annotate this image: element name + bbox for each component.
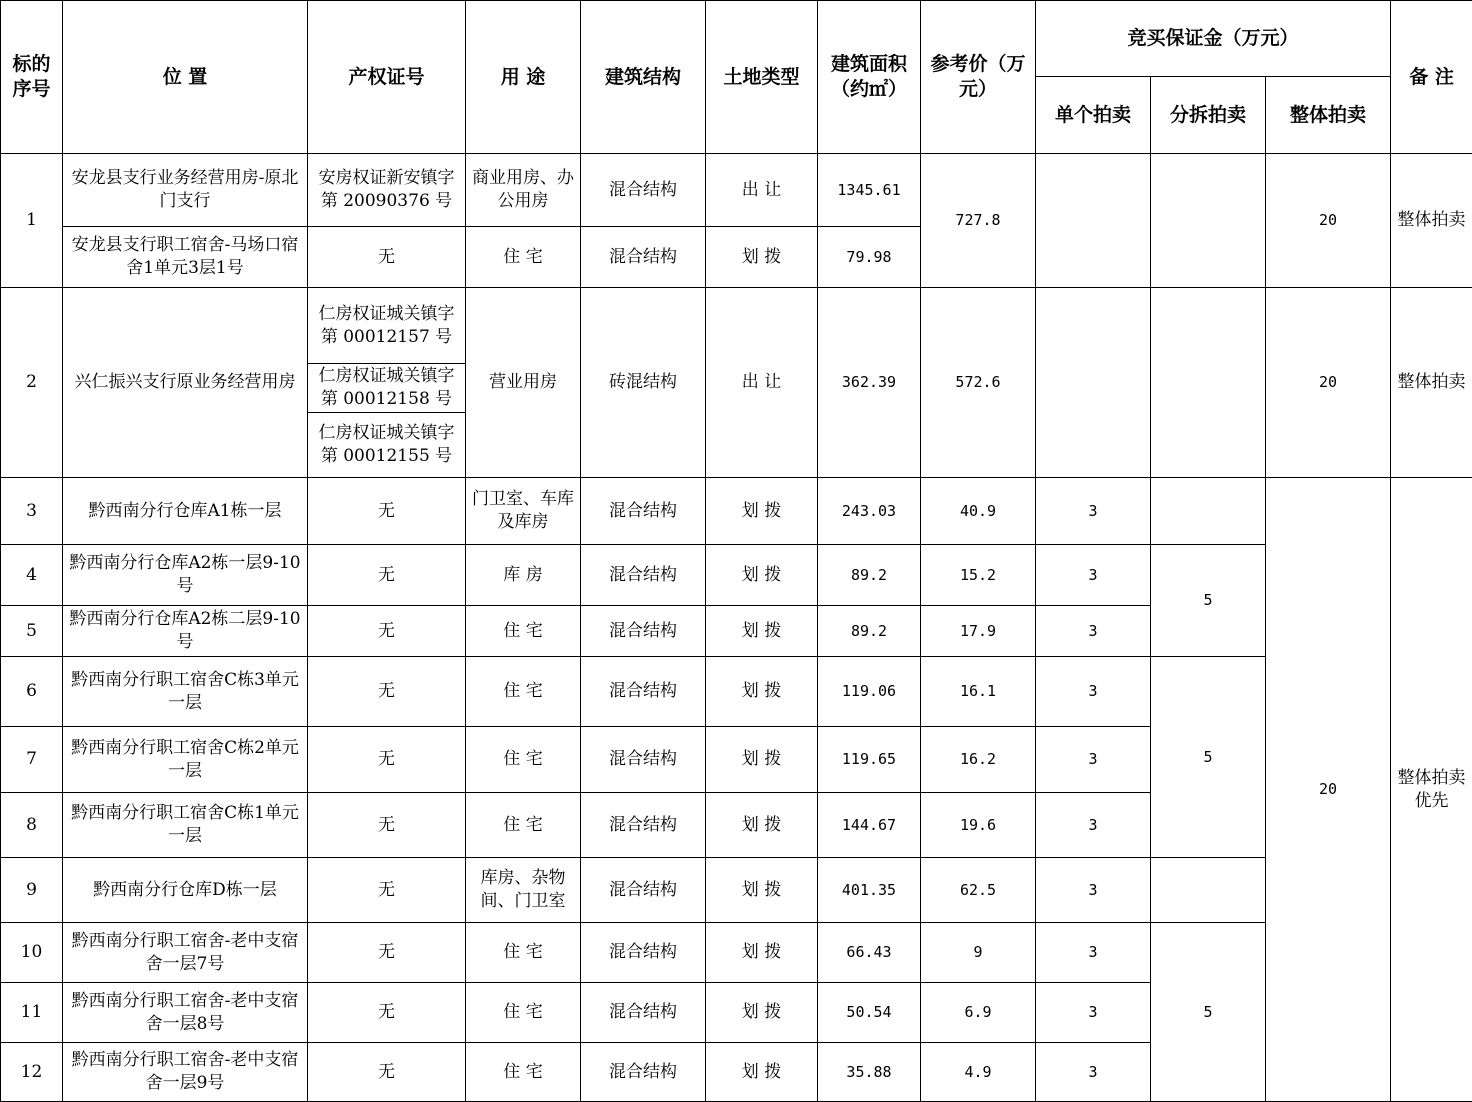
- table-row: [1, 154, 1472, 227]
- cell-location: 安龙县支行职工宿舍-马场口宿舍1单元3层1号: [63, 227, 308, 288]
- cell-area: 401.35: [818, 858, 921, 923]
- cell-usage: 营业用房: [466, 288, 581, 478]
- header-deposit: 竞买保证金（万元）: [1036, 1, 1391, 77]
- cell-cert: 无: [308, 606, 466, 657]
- cell-usage: 住 宅: [466, 657, 581, 727]
- header-seq: 标的序号: [1, 1, 63, 154]
- cell-cert: 无: [308, 983, 466, 1043]
- cell-land: 划 拨: [706, 478, 818, 545]
- cell-price: 19.6: [921, 793, 1036, 858]
- table-row: [1, 657, 1472, 727]
- cell-land: 划 拨: [706, 793, 818, 858]
- header-price: 参考价（万元）: [921, 1, 1036, 154]
- cell-cert: 无: [308, 545, 466, 606]
- cell-usage: 住 宅: [466, 923, 581, 983]
- cell-area: 50.54: [818, 983, 921, 1043]
- cell-cert: 无: [308, 1043, 466, 1102]
- table-row: [1, 545, 1472, 606]
- cell-area: 1345.61: [818, 154, 921, 227]
- cell-price: 17.9: [921, 606, 1036, 657]
- cell-usage: 住 宅: [466, 983, 581, 1043]
- table-row: [1, 858, 1472, 923]
- header-whole: 整体拍卖: [1266, 77, 1391, 154]
- header-area: 建筑面积（约㎡）: [818, 1, 921, 154]
- cell-structure: 混合结构: [581, 227, 706, 288]
- cell-split: 5: [1151, 657, 1266, 858]
- cell-land: 划 拨: [706, 983, 818, 1043]
- cell-single: 3: [1036, 793, 1151, 858]
- cell-location: 黔西南分行职工宿舍C栋2单元一层: [63, 727, 308, 793]
- header-location: 位 置: [63, 1, 308, 154]
- cell-whole: 20: [1266, 288, 1391, 478]
- cell-seq: 2: [1, 288, 63, 478]
- cell-location: 黔西南分行仓库D栋一层: [63, 858, 308, 923]
- cell-seq: 5: [1, 606, 63, 657]
- cell-whole: 20: [1266, 154, 1391, 288]
- cell-seq: 3: [1, 478, 63, 545]
- cell-seq: 9: [1, 858, 63, 923]
- cell-area: 119.65: [818, 727, 921, 793]
- header-structure: 建筑结构: [581, 1, 706, 154]
- cell-seq: 11: [1, 983, 63, 1043]
- header-usage: 用 途: [466, 1, 581, 154]
- cell-cert-group: [308, 288, 466, 478]
- cell-seq: 10: [1, 923, 63, 983]
- cell-seq: 6: [1, 657, 63, 727]
- cell-price: 15.2: [921, 545, 1036, 606]
- cell-price: 16.2: [921, 727, 1036, 793]
- cell-structure: 砖混结构: [581, 288, 706, 478]
- cell-area: 79.98: [818, 227, 921, 288]
- cell-split: [1151, 858, 1266, 923]
- header-split: 分拆拍卖: [1151, 77, 1266, 154]
- cell-usage: 库房、杂物间、门卫室: [466, 858, 581, 923]
- cell-land: 划 拨: [706, 545, 818, 606]
- cell-usage: 住 宅: [466, 227, 581, 288]
- cell-cert: 无: [308, 727, 466, 793]
- cell-split: 5: [1151, 923, 1266, 1102]
- cell-price: 9: [921, 923, 1036, 983]
- cell-structure: 混合结构: [581, 983, 706, 1043]
- cell-structure: 混合结构: [581, 606, 706, 657]
- cell-seq: 8: [1, 793, 63, 858]
- cell-price: 727.8: [921, 154, 1036, 288]
- cell-single: 3: [1036, 1043, 1151, 1102]
- cell-area: 362.39: [818, 288, 921, 478]
- cell-land: 划 拨: [706, 1043, 818, 1102]
- cell-seq: 7: [1, 727, 63, 793]
- cell-land: 划 拨: [706, 227, 818, 288]
- header-remark: 备 注: [1391, 1, 1472, 154]
- table-row: [1, 923, 1472, 983]
- cell-structure: 混合结构: [581, 545, 706, 606]
- cell-land: 划 拨: [706, 858, 818, 923]
- cell-structure: 混合结构: [581, 1043, 706, 1102]
- cell-cert: 仁房权证城关镇字第 00012158 号: [308, 363, 465, 412]
- cell-usage: 商业用房、办公用房: [466, 154, 581, 227]
- cell-location: 黔西南分行仓库A2栋一层9-10号: [63, 545, 308, 606]
- cell-structure: 混合结构: [581, 858, 706, 923]
- cell-usage: 住 宅: [466, 1043, 581, 1102]
- table-row: [1, 288, 1472, 478]
- cell-location: 黔西南分行仓库A1栋一层: [63, 478, 308, 545]
- cell-location: 兴仁振兴支行原业务经营用房: [63, 288, 308, 478]
- cell-price: 6.9: [921, 983, 1036, 1043]
- cell-seq: 4: [1, 545, 63, 606]
- cell-location: 黔西南分行职工宿舍C栋3单元一层: [63, 657, 308, 727]
- cell-cert: 无: [308, 657, 466, 727]
- cell-single: 3: [1036, 478, 1151, 545]
- cell-usage: 住 宅: [466, 606, 581, 657]
- cell-area: 66.43: [818, 923, 921, 983]
- cell-price: 572.6: [921, 288, 1036, 478]
- cell-cert: 无: [308, 227, 466, 288]
- cell-price: 4.9: [921, 1043, 1036, 1102]
- cell-area: 119.06: [818, 657, 921, 727]
- cell-location: 黔西南分行仓库A2栋二层9-10号: [63, 606, 308, 657]
- cell-structure: 混合结构: [581, 793, 706, 858]
- cell-cert: 仁房权证城关镇字第 00012157 号: [318, 303, 455, 347]
- cell-area: 243.03: [818, 478, 921, 545]
- cell-usage: 住 宅: [466, 793, 581, 858]
- cell-seq: 1: [1, 154, 63, 288]
- cell-single: 3: [1036, 657, 1151, 727]
- cell-split: 5: [1151, 545, 1266, 657]
- cell-land: 划 拨: [706, 606, 818, 657]
- cell-single: [1036, 288, 1151, 478]
- cell-area: 89.2: [818, 545, 921, 606]
- cell-location: 黔西南分行职工宿舍C栋1单元一层: [63, 793, 308, 858]
- cell-location: 黔西南分行职工宿舍-老中支宿舍一层7号: [63, 923, 308, 983]
- cell-single: 3: [1036, 923, 1151, 983]
- cell-structure: 混合结构: [581, 923, 706, 983]
- cell-location: 黔西南分行职工宿舍-老中支宿舍一层8号: [63, 983, 308, 1043]
- cell-land: 划 拨: [706, 923, 818, 983]
- cell-split: [1151, 154, 1266, 288]
- cell-land: 划 拨: [706, 657, 818, 727]
- cell-cert: 无: [308, 923, 466, 983]
- cell-single: 3: [1036, 983, 1151, 1043]
- cell-structure: 混合结构: [581, 154, 706, 227]
- header-single: 单个拍卖: [1036, 77, 1151, 154]
- cell-cert: 安房权证新安镇字第 20090376 号: [308, 154, 466, 227]
- cell-structure: 混合结构: [581, 657, 706, 727]
- header-cert: 产权证号: [308, 1, 466, 154]
- cell-structure: 混合结构: [581, 478, 706, 545]
- cell-remark: 整体拍卖优先: [1391, 478, 1472, 1102]
- cell-whole: 20: [1266, 478, 1391, 1102]
- cell-cert: 无: [308, 478, 466, 545]
- cell-land: 出 让: [706, 288, 818, 478]
- cell-single: 3: [1036, 858, 1151, 923]
- cell-seq: 12: [1, 1043, 63, 1102]
- cell-single: 3: [1036, 545, 1151, 606]
- cell-single: 3: [1036, 727, 1151, 793]
- cell-remark: 整体拍卖: [1391, 154, 1472, 288]
- cell-cert: 仁房权证城关镇字第 00012155 号: [308, 412, 465, 477]
- cell-land: 划 拨: [706, 727, 818, 793]
- cell-structure: 混合结构: [581, 727, 706, 793]
- cell-single: [1036, 154, 1151, 288]
- cell-cert: 无: [308, 793, 466, 858]
- cell-usage: 库 房: [466, 545, 581, 606]
- cell-price: 62.5: [921, 858, 1036, 923]
- cell-split: [1151, 288, 1266, 478]
- cell-location: 安龙县支行业务经营用房-原北门支行: [63, 154, 308, 227]
- cell-location: 黔西南分行职工宿舍-老中支宿舍一层9号: [63, 1043, 308, 1102]
- cell-split: [1151, 478, 1266, 545]
- cell-price: 16.1: [921, 657, 1036, 727]
- table-row: [1, 478, 1472, 545]
- cell-price: 40.9: [921, 478, 1036, 545]
- cell-usage: 住 宅: [466, 727, 581, 793]
- cell-land: 出 让: [706, 154, 818, 227]
- header-land: 土地类型: [706, 1, 818, 154]
- cell-remark: 整体拍卖: [1391, 288, 1472, 478]
- cell-usage: 门卫室、车库及库房: [466, 478, 581, 545]
- cell-cert: 无: [308, 858, 466, 923]
- cell-single: 3: [1036, 606, 1151, 657]
- cell-area: 35.88: [818, 1043, 921, 1102]
- cell-area: 89.2: [818, 606, 921, 657]
- cell-area: 144.67: [818, 793, 921, 858]
